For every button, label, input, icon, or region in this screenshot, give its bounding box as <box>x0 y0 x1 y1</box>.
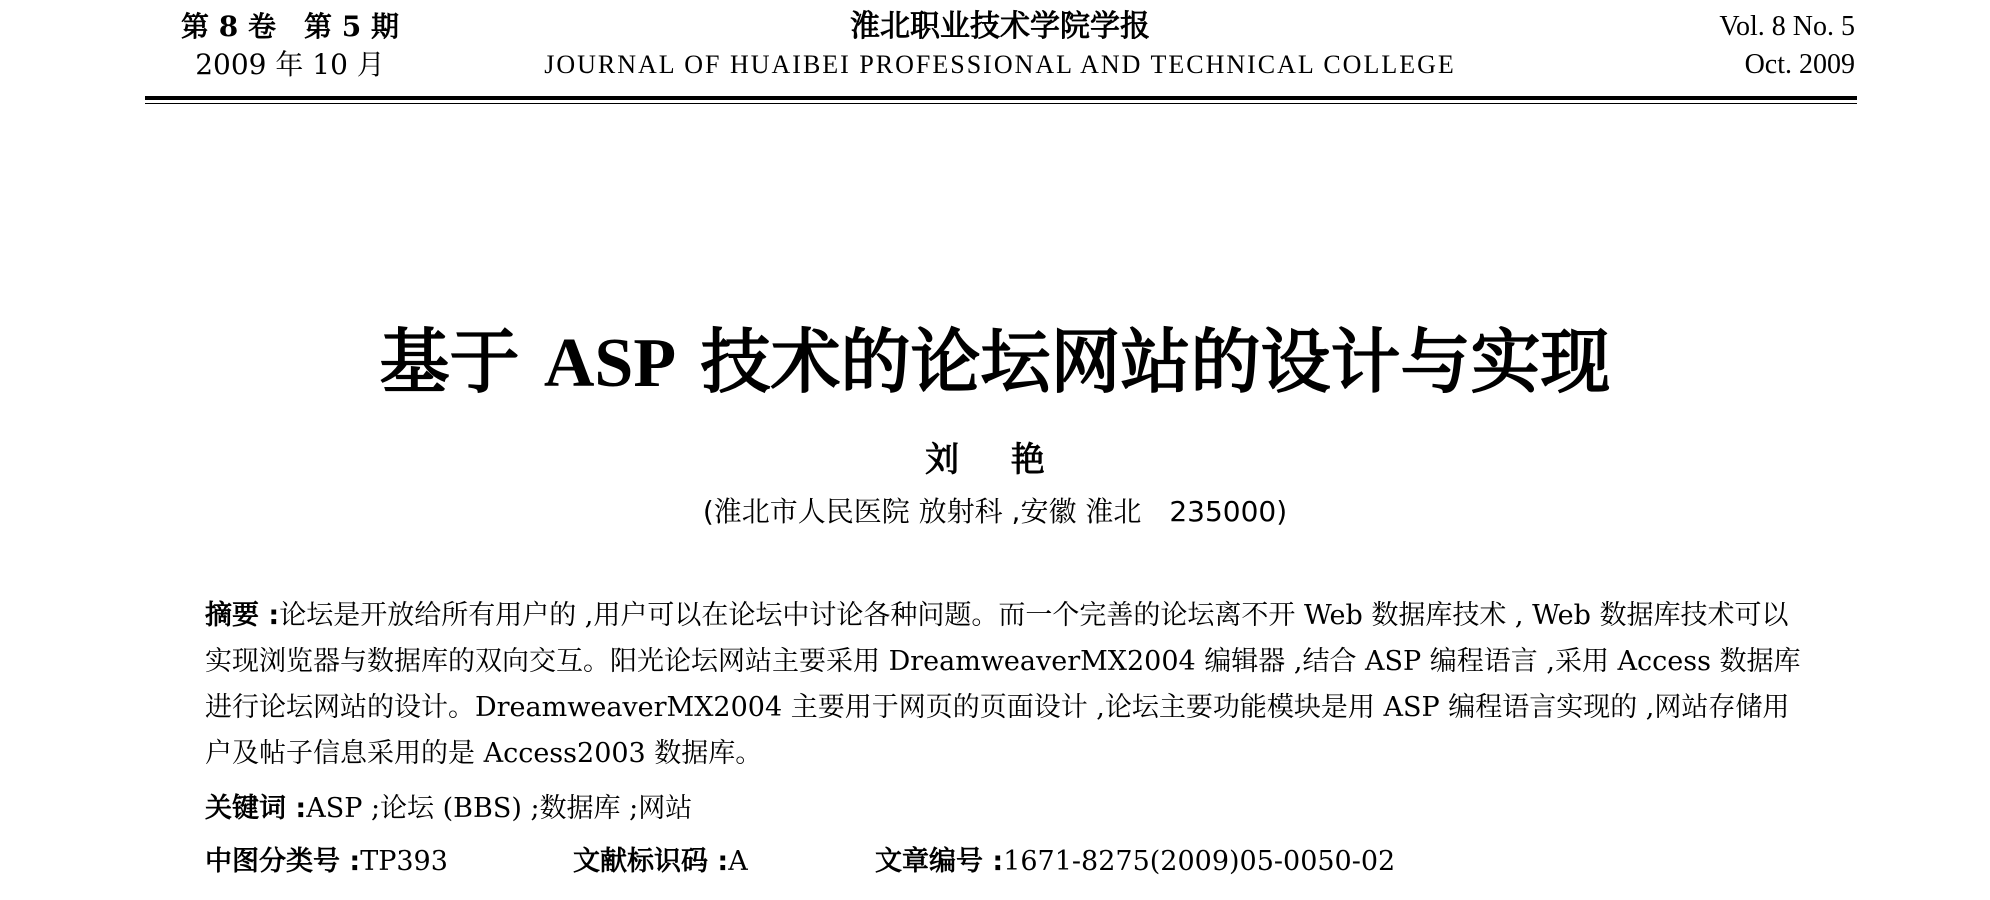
header-center <box>445 8 1555 84</box>
volume-issue-cn: 第 8 卷 第 5 期 <box>181 10 399 43</box>
clc-label: 中图分类号 : <box>205 846 361 877</box>
header-left <box>145 8 435 84</box>
keywords-text: ASP ;论坛 (BBS) ;数据库 ;网站 <box>306 793 693 824</box>
keywords <box>205 787 1815 831</box>
keywords-label: 关键词 : <box>205 793 307 824</box>
header-rule-thick <box>145 96 1857 100</box>
title-prefix: 基于 <box>379 321 544 403</box>
clc-item <box>205 840 448 884</box>
author-affiliation: (淮北市人民医院 放射科 ,安徽 淮北 235000) <box>702 495 1288 528</box>
clc-value: TP393 <box>360 846 448 877</box>
article-title <box>0 318 1990 408</box>
title-asp: ASP <box>543 325 677 402</box>
abstract-text: 论坛是开放给所有用户的 ,用户可以在论坛中讨论各种问题。而一个完善的论坛离不开 Web 数据库技术 , Web 数据库技术可以实现浏览器与数据库的双向交互。阳光论坛网站主要采用 DreamweaverMX2004 编辑器 ,结合 ASP 编程语言 ,采用 Access 数据库进行论坛网站的设计。DreamweaverMX2004 主要用于网页的页面设计 ,论坛主要功能模块是用 ASP 编程语言实现的 ,网站存储用户及帖子信息采用的是 Access2003 数据库。 <box>205 600 1801 769</box>
journal-header <box>145 8 1855 108</box>
classification-line <box>205 840 1815 884</box>
journal-name-cn: 淮北职业技术学院学报 <box>850 9 1150 44</box>
volume-issue-en: Vol. 8 No. 5 <box>1719 11 1855 42</box>
article-no-item <box>875 840 1395 884</box>
header-right <box>1635 8 1855 84</box>
article-author: 刘 艳 <box>925 440 1065 480</box>
doc-code-value: A <box>728 846 748 877</box>
article-no-label: 文章编号 : <box>875 846 1004 877</box>
journal-name-en: JOURNAL OF HUAIBEI PROFESSIONAL AND TECHNICAL COLLEGE <box>544 50 1456 79</box>
abstract-label: 摘要 : <box>205 600 280 631</box>
article-no-value: 1671-8275(2009)05-0050-02 <box>1003 846 1396 877</box>
date-cn: 2009 年 10 月 <box>195 48 385 81</box>
title-suffix: 技术的论坛网站的设计与实现 <box>676 321 1611 403</box>
doc-code-item <box>573 840 748 884</box>
doc-code-label: 文献标识码 : <box>573 846 729 877</box>
abstract <box>205 593 1815 777</box>
header-rule-thin <box>145 103 1857 104</box>
date-en: Oct. 2009 <box>1744 49 1855 80</box>
